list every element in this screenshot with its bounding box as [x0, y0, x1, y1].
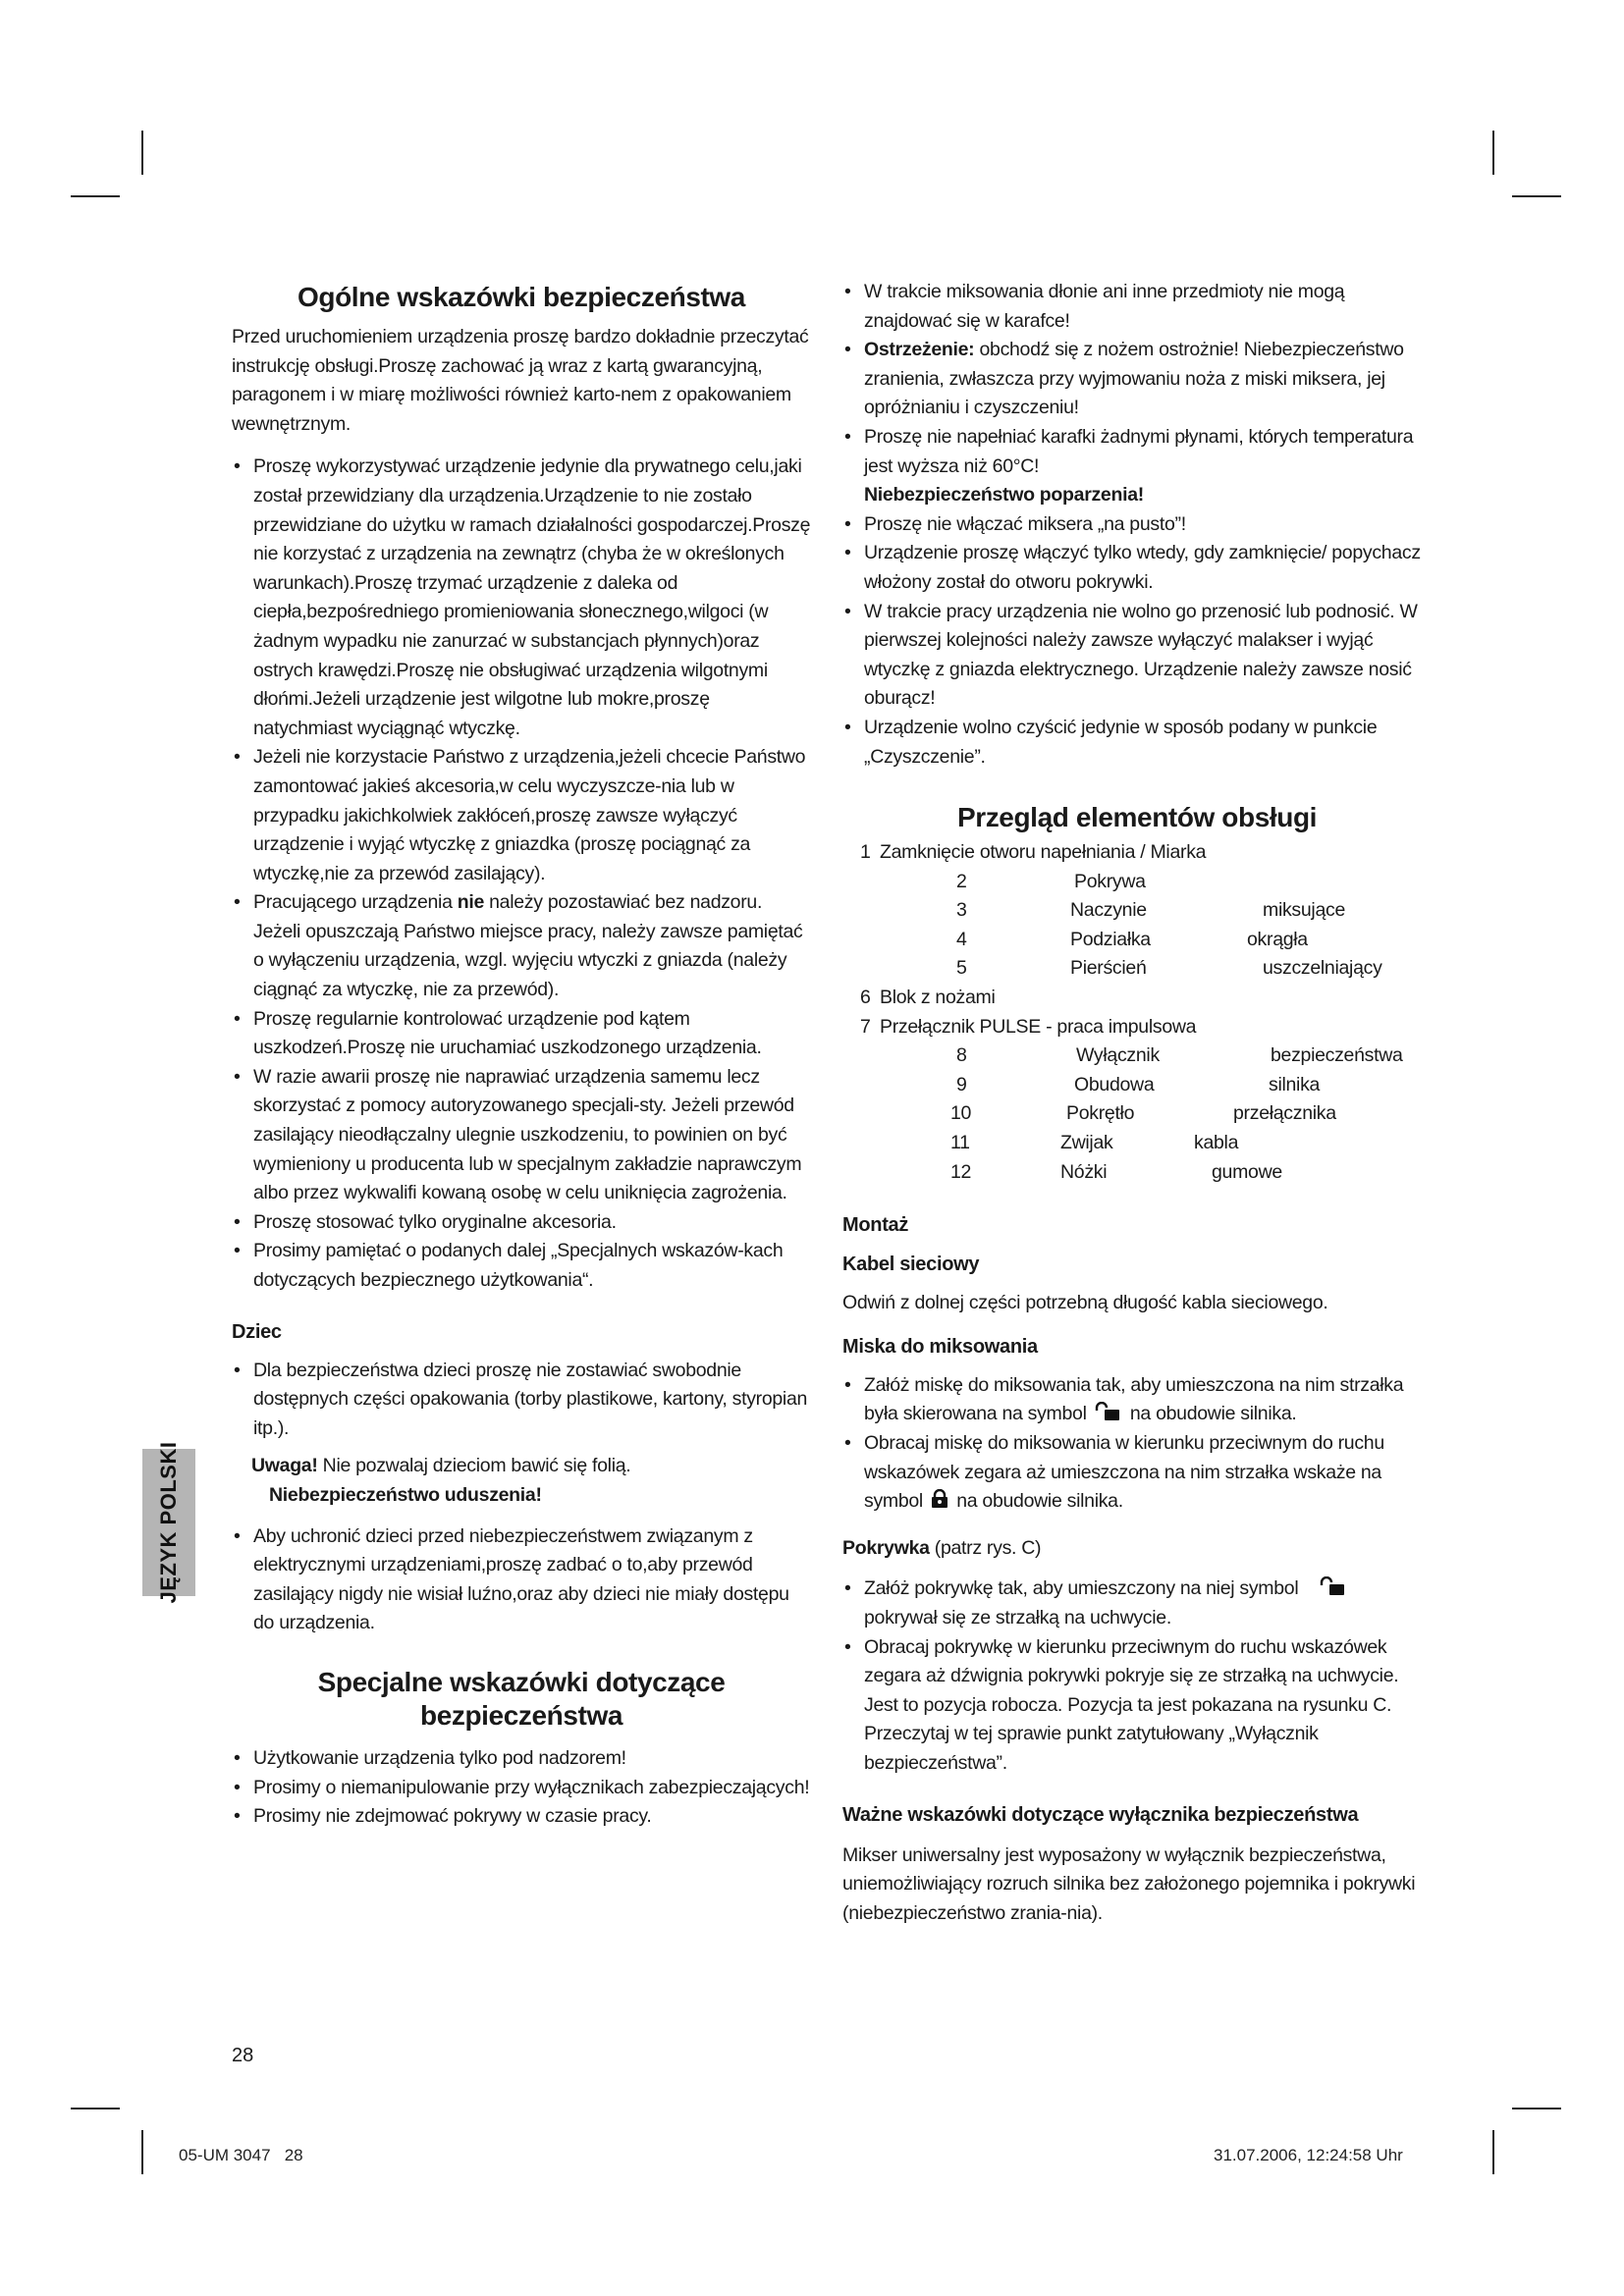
- part-number: 4: [956, 928, 967, 950]
- part-name: Obudowa: [1074, 1073, 1155, 1095]
- children-bullet-list-2: [232, 1522, 811, 1638]
- parts-row: [842, 1071, 1432, 1100]
- warning-label: Uwaga!: [251, 1455, 318, 1477]
- list-item-text: pokrywał się ze strzałką na uchwycie.: [864, 1606, 1171, 1629]
- list-item-bold: nie: [457, 891, 485, 914]
- unlock-icon: [1319, 1576, 1354, 1596]
- part-name-2: miksujące: [1263, 899, 1345, 922]
- list-item-text: Proszę nie napełniać karafki żadnymi płynami, których temperatura jest wyższa niż 60°C!: [864, 425, 1414, 477]
- list-item-text: obchodź się z nożem ostrożnie! Niebezpieczeństwo zranienia, zwłaszcza przy wyjmowaniu noża z miski miksera, jej opróżnianiu i czyszczeniu!: [864, 339, 1404, 419]
- list-item: • W razie awarii proszę nie naprawiać urządzenia samemu lecz skorzystać z pomocy autoryzowanego specjali-sty. Jeżeli przewód zasilający nieodłączalny ulegnie uszkodzeniu, to powinien on być wymieniony u producenta lub w specjalnym zakładzie naprawczym albo przez wykwalifi kowaną osobę w celu uniknięcia zagrożenia.: [232, 1063, 811, 1208]
- parts-row: [842, 984, 1432, 1013]
- part-name-2: kabla: [1194, 1132, 1239, 1154]
- lid-bullet-list: [842, 1575, 1432, 1778]
- list-item: [842, 336, 1432, 423]
- list-item-text: Obracaj miskę do miksowania w kierunku przeciwnym do ruchu wskazówek zegara aż umieszczona na nim strzałka wskaże na symbol: [864, 1432, 1384, 1513]
- general-intro: Przed uruchomieniem urządzenia proszę bardzo dokładnie przeczytać instrukcję obsługi.Proszę zachować ją wraz z kartą gwarancyjną, paragonem i w miarę możliwości również karto-nem z opakowaniem wewnętrznym.: [232, 326, 809, 435]
- list-item: • Dla bezpieczeństwa dzieci proszę nie zostawiać swobodnie dostępnych części opakowania (torby plastikowe, kartony, styropian itp.).: [232, 1357, 811, 1444]
- crop-mark-top-left-h: [71, 195, 120, 197]
- parts-row: [842, 1041, 1432, 1071]
- part-number: 6: [860, 987, 871, 1009]
- part-number: 2: [956, 870, 967, 892]
- footer-right: 31.07.2006, 12:24:58 Uhr: [1214, 2146, 1403, 2164]
- list-item: • Jeżeli nie korzystacie Państwo z urządzenia,jeżeli chcecie Państwo zamontować jakieś akcesoria,w celu wyczyszcze-nia lub w przypadku jakichkolwiek zakłóceń,proszę zawsze wyłączyć urządzenie i wyjąć wtyczkę z gniazdka (proszę pociągnąć za wtyczkę,nie za przewód zasilający).: [232, 743, 811, 888]
- crop-mark-bottom-right-v: [1492, 2130, 1494, 2174]
- part-name: Nóżki: [1060, 1160, 1108, 1183]
- list-item-text: należy pozostawiać bez nadzoru. Jeżeli opuszczają Państwo miejsce pracy, należy zawsze pamiętać o wyłączeniu urządzenia, wzgl. wyjęciu wtyczki z gniazda (należy ciągnąć za wtyczkę, nie za przewód).: [253, 891, 803, 1001]
- special-bullet-list: [232, 1744, 811, 1832]
- part-number: 8: [956, 1044, 967, 1067]
- children-warning: [232, 1452, 811, 1510]
- part-number: 12: [950, 1160, 972, 1183]
- list-item-text: Załóż miskę do miksowania tak, aby umieszczona na nim strzałka była skierowana na symbol: [864, 1373, 1404, 1425]
- language-side-tab: [142, 1441, 195, 1604]
- part-name: Zamknięcie otworu napełniania / Miarka: [880, 841, 1207, 864]
- list-item: • Użytkowanie urządzenia tylko pod nadzorem!: [232, 1744, 811, 1774]
- list-item-text: Załóż pokrywkę tak, aby umieszczony na niej symbol: [864, 1577, 1299, 1600]
- part-name-2: gumowe: [1212, 1160, 1282, 1183]
- list-item: • Prosimy o niemanipulowanie przy wyłącznikach zabezpieczających!: [232, 1774, 811, 1803]
- parts-row: [842, 1099, 1432, 1129]
- part-name-2: uszczelniający: [1263, 957, 1382, 980]
- part-number: 7: [860, 1015, 871, 1038]
- parts-row: [842, 954, 1432, 984]
- parts-row: [842, 838, 1432, 868]
- part-name-2: okrągła: [1247, 928, 1308, 950]
- list-item-bold: Ostrzeżenie:: [864, 339, 975, 361]
- list-item: • Proszę regularnie kontrolować urządzenie pod kątem uszkodzeń.Proszę nie uruchamiać uszkodzonego urządzenia.: [232, 1005, 811, 1063]
- parts-row: [842, 926, 1432, 955]
- parts-row: [842, 1129, 1432, 1158]
- part-number: 10: [950, 1102, 972, 1125]
- special-title-line2: bezpieczeństwa: [419, 1699, 623, 1731]
- crop-mark-top-right-h: [1512, 195, 1561, 197]
- page-number: 28: [232, 2045, 254, 2066]
- list-item: [842, 1371, 1432, 1429]
- assembly-heading: Montaż: [842, 1214, 909, 1237]
- important-text: Mikser uniwersalny jest wyposażony w wyłącznik bezpieczeństwa, uniemożliwiający rozruch silnika bez założonego pojemnika i pokrywki (niebezpieczeństwo zrania-nia).: [842, 1843, 1416, 1924]
- list-item-text: Pracującego urządzenia: [253, 891, 458, 914]
- list-item: • Urządzenie wolno czyścić jedynie w sposób podany w punkcie „Czyszczenie”.: [842, 714, 1432, 772]
- warning-text: Nie pozwalaj dzieciom bawić się folią.: [317, 1455, 631, 1477]
- general-bullet-list: [232, 453, 811, 1295]
- cable-text: Odwiń z dolnej części potrzebną długość kabla sieciowego.: [842, 1292, 1328, 1314]
- left-column: [232, 281, 811, 1832]
- parts-row: [842, 868, 1432, 897]
- warning-danger: Niebezpieczeństwo uduszenia!: [269, 1483, 542, 1506]
- list-item: • Prosimy nie zdejmować pokrywy w czasie pracy.: [232, 1802, 811, 1832]
- footer-left: 05-UM 3047 28: [179, 2146, 303, 2164]
- part-number: 3: [956, 899, 967, 922]
- bowl-heading: Miska do miksowania: [842, 1335, 1038, 1358]
- part-number: 9: [956, 1073, 967, 1095]
- list-item: • Proszę wykorzystywać urządzenie jedynie dla prywatnego celu,jaki został przewidziany dla urządzenia.Urządzenie to nie zostało przewidziane do użytku w ramach działalności gospodarczej.Proszę nie korzystać z urządzenia na zewnątrz (chyba że w określonych warunkach).Proszę trzymać urządzenie z daleka od ciepła,bezpośredniego promieniowania słonecznego,wilgoci (w żadnym wypadku nie zanurzać w substancjach płynnych)oraz ostrych krawędzi.Proszę nie obsługiwać urządzenia wilgotnymi dłońmi.Jeżeli urządzenie jest wilgotne lub mokre,proszę natychmiast wyciągnąć wtyczkę.: [232, 453, 811, 743]
- list-item: • W trakcie miksowania dłonie ani inne przedmioty nie mogą znajdować się w karafce!: [842, 278, 1432, 336]
- part-name: Naczynie: [1070, 899, 1147, 922]
- list-item: • Proszę stosować tylko oryginalne akcesoria.: [232, 1208, 811, 1238]
- right-column: [842, 278, 1432, 1928]
- part-name: Pokrętło: [1066, 1102, 1135, 1125]
- crop-mark-top-left-v: [141, 131, 143, 175]
- list-item-text: na obudowie silnika.: [956, 1490, 1123, 1513]
- right-bullet-list: [842, 278, 1432, 772]
- special-safety-title: [232, 1666, 811, 1733]
- bowl-bullet-list: [842, 1371, 1432, 1517]
- parts-row: [842, 896, 1432, 926]
- list-item-bold: Niebezpieczeństwo poparzenia!: [864, 484, 1144, 507]
- part-name-2: bezpieczeństwa: [1271, 1044, 1403, 1067]
- part-name: Blok z nożami: [880, 987, 996, 1009]
- language-side-tab-label: JĘZYK POLSKI: [156, 1441, 181, 1604]
- part-name-2: przełącznika: [1233, 1102, 1336, 1125]
- overview-title: Przegląd elementów obsługi: [956, 802, 1318, 833]
- parts-list: [842, 838, 1432, 1187]
- list-item: • Obracaj pokrywkę w kierunku przeciwnym do ruchu wskazówek zegara aż dźwignia pokrywki pokryje się ze strzałką na uchwycie. Jest to pozycja robocza. Pozycja ta jest pokazana na rysunku C. Przeczytaj w tej sprawie punkt zatytułowany „Wyłącznik bezpieczeństwa”.: [842, 1633, 1432, 1779]
- part-name: Wyłącznik: [1076, 1044, 1160, 1067]
- special-title-line1: Specjalne wskazówki dotyczące: [317, 1666, 726, 1697]
- cable-heading: Kabel sieciowy: [842, 1254, 980, 1276]
- lid-heading-bold: Pokrywka: [842, 1536, 930, 1559]
- crop-mark-top-right-v: [1492, 131, 1494, 175]
- list-item: [842, 423, 1432, 510]
- list-item: • Aby uchronić dzieci przed niebezpieczeństwem związanym z elektrycznymi urządzeniami,proszę zadbać o to,aby przewód zasilający nigdy nie wisiał luźno,oraz aby dzieci nie miały dostępu do urządzenia.: [232, 1522, 811, 1638]
- unlock-icon: [1094, 1402, 1123, 1421]
- lid-heading-rest: (patrz rys. C): [929, 1536, 1042, 1559]
- general-safety-title: Ogólne wskazówki bezpieczeństwa: [298, 282, 745, 312]
- lock-icon: [930, 1489, 949, 1509]
- list-item: • Proszę nie włączać miksera „na pusto”!: [842, 510, 1432, 540]
- part-name: Przełącznik PULSE - praca impulsowa: [880, 1015, 1197, 1038]
- crop-mark-bottom-left-h: [71, 2108, 120, 2109]
- part-name: Zwijak: [1060, 1132, 1113, 1154]
- list-item: [232, 888, 811, 1004]
- part-number: 5: [956, 957, 967, 980]
- list-item: [842, 1429, 1432, 1517]
- list-item: • W trakcie pracy urządzenia nie wolno go przenosić lub podnosić. W pierwszej kolejności należy zawsze wyłączyć malakser i wyjąć wtyczkę z gniazda elektrycznego. Urządzenie należy zawsze nosić oburącz!: [842, 598, 1432, 714]
- part-name: Pierścień: [1070, 957, 1147, 980]
- crop-mark-bottom-right-h: [1512, 2108, 1561, 2109]
- part-number: 11: [950, 1132, 970, 1154]
- list-item-text: na obudowie silnika.: [1129, 1403, 1297, 1425]
- important-heading: Ważne wskazówki dotyczące wyłącznika bezpieczeństwa: [842, 1803, 1359, 1826]
- parts-row: [842, 1013, 1432, 1042]
- part-name: Podziałka: [1070, 928, 1151, 950]
- part-name: Pokrywa: [1074, 870, 1146, 892]
- lid-heading: [842, 1534, 1432, 1564]
- list-item: • Prosimy pamiętać o podanych dalej „Specjalnych wskazów-kach dotyczących bezpiecznego użytkowania“.: [232, 1237, 811, 1295]
- part-number: 1: [860, 841, 871, 864]
- children-bullet-list: [232, 1357, 811, 1444]
- list-item: • Urządzenie proszę włączyć tylko wtedy, gdy zamknięcie/ popychacz włożony został do otworu pokrywki.: [842, 539, 1432, 597]
- part-name-2: silnika: [1269, 1073, 1321, 1095]
- children-heading: Dziec: [232, 1320, 282, 1343]
- crop-mark-bottom-left-v: [141, 2130, 143, 2174]
- list-item: [842, 1575, 1432, 1632]
- parts-row: [842, 1158, 1432, 1188]
